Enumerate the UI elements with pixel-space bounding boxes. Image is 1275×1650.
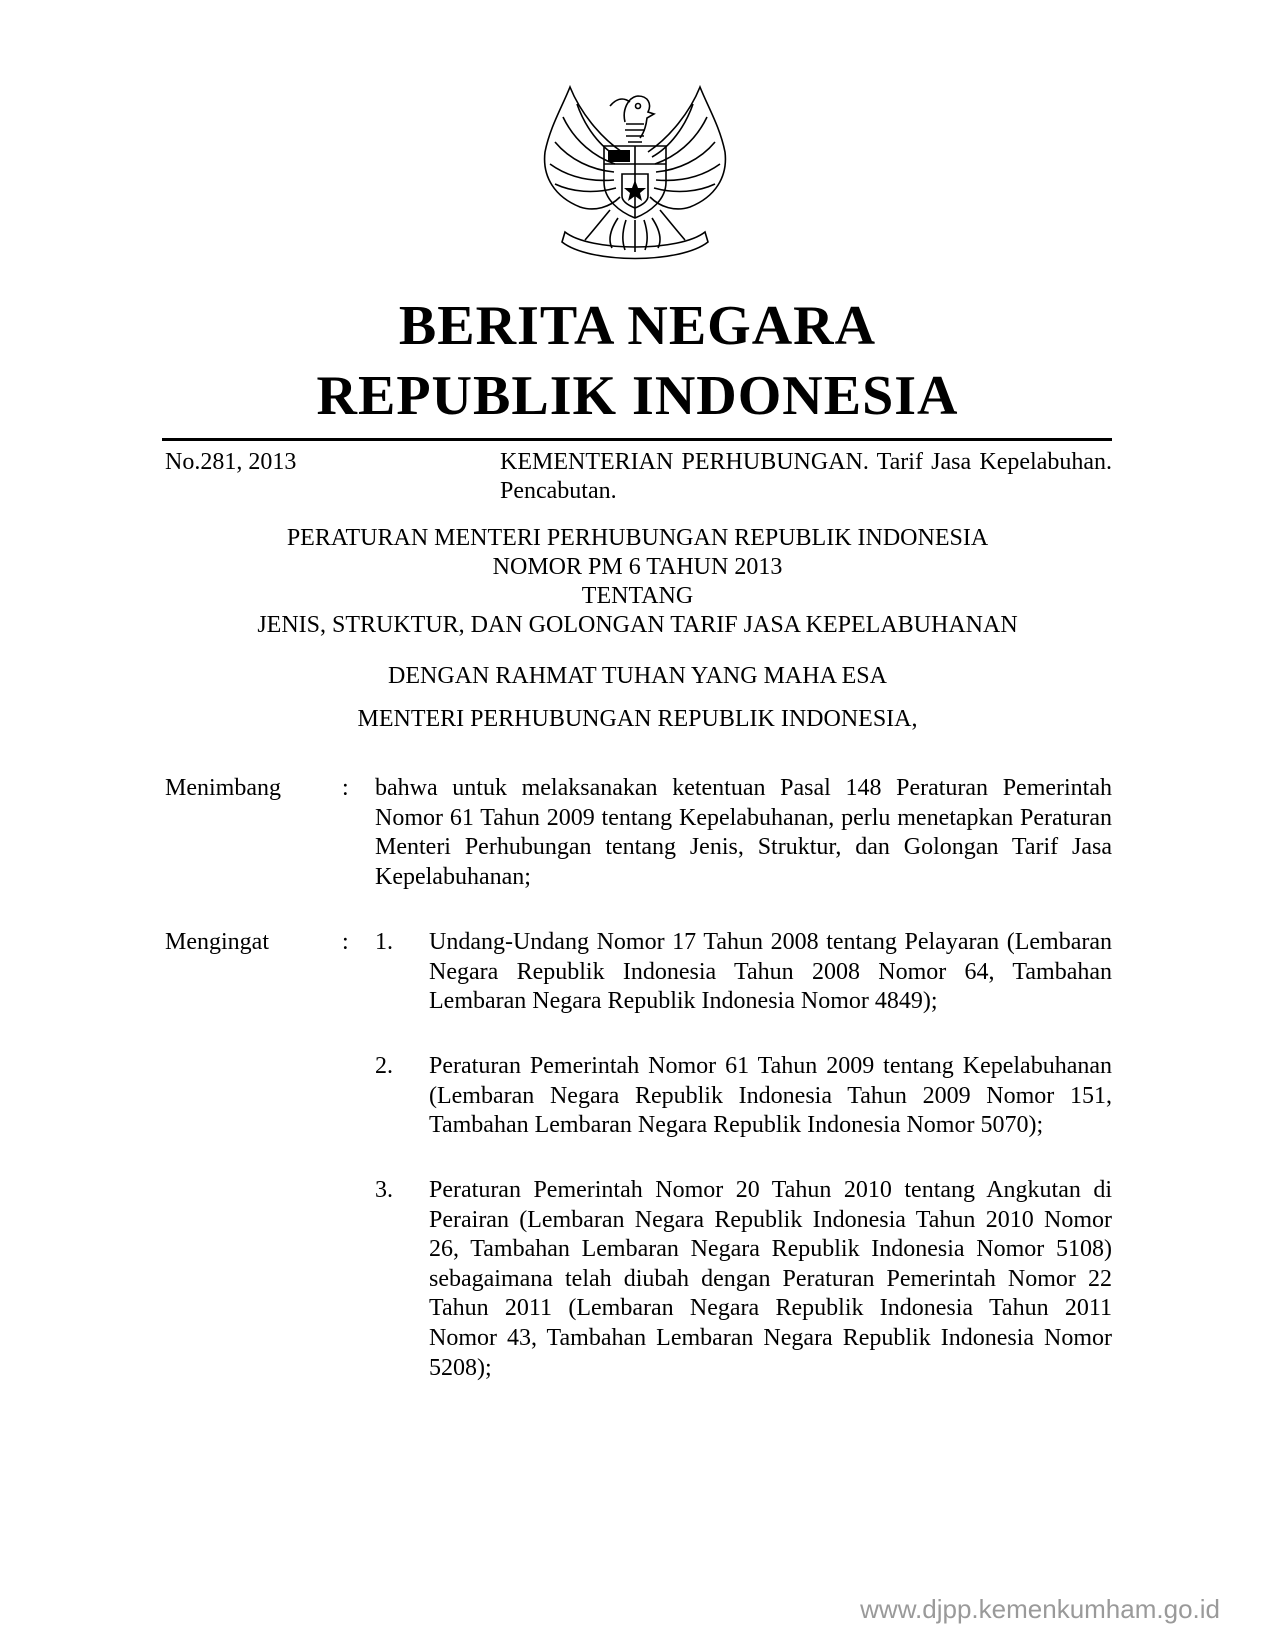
masthead-subtitle: REPUBLIK INDONESIA	[316, 365, 959, 427]
masthead-title: BERITA NEGARA	[398, 295, 877, 357]
menimbang-colon: :	[342, 775, 349, 801]
mengingat-item-text: Undang-Undang Nomor 17 Tahun 2008 tentang Pelayaran (Lembaran Negara Republik Indonesia Tahun 2008 Nomor 64, Tambahan Lembaran Negara Republik Indonesia Nomor 4849);	[429, 929, 1112, 1015]
preamble-line-1: DENGAN RAHMAT TUHAN YANG MAHA ESA	[388, 663, 887, 689]
menimbang-text: bahwa untuk melaksanakan ketentuan Pasal 148 Peraturan Pemerintah Nomor 61 Tahun 2009 tentang Kepelabuhanan, perlu menetapkan Peraturan Menteri Perhubungan tentang Jenis, Struktur, dan Golongan Tarif Jasa Kepelabuhanan;	[375, 775, 1112, 890]
gazette-subject: KEMENTERIAN PERHUBUNGAN. Tarif Jasa Kepelabuhan. Pencabutan.	[500, 449, 1112, 504]
regulation-tentang: TENTANG	[581, 583, 694, 609]
regulation-title: PERATURAN MENTERI PERHUBUNGAN REPUBLIK INDONESIA	[286, 525, 989, 551]
mengingat-item-text: Peraturan Pemerintah Nomor 20 Tahun 2010 tentang Angkutan di Perairan (Lembaran Negara Republik Indonesia Tahun 2010 Nomor 26, Tambahan Lembaran Negara Republik Indonesia Nomor 5108) sebagaimana telah diubah dengan Peraturan Pemerintah Nomor 22 Tahun 2011 (Lembaran Negara Republik Indonesia Tahun 2011 Nomor 43, Tambahan Lembaran Negara Republik Indonesia Nomor 5208);	[429, 1177, 1112, 1381]
regulation-number: NOMOR PM 6 TAHUN 2013	[492, 554, 783, 580]
garuda-emblem-icon	[530, 82, 740, 272]
mengingat-item-number: 2.	[375, 1053, 393, 1079]
mengingat-item-text: Peraturan Pemerintah Nomor 61 Tahun 2009 tentang Kepelabuhanan (Lembaran Negara Republik Indonesia Tahun 2009 Nomor 151, Tambahan Lembaran Negara Republik Indonesia Nomor 5070);	[429, 1053, 1112, 1139]
menimbang-label: Menimbang	[165, 775, 281, 801]
mengingat-label: Mengingat	[165, 929, 269, 955]
regulation-subject: JENIS, STRUKTUR, DAN GOLONGAN TARIF JASA KEPELABUHANAN	[257, 612, 1018, 638]
source-watermark: www.djpp.kemenkumham.go.id	[860, 1594, 1220, 1624]
mengingat-item-number: 1.	[375, 929, 393, 955]
gazette-number: No.281, 2013	[165, 449, 297, 475]
mengingat-colon: :	[342, 929, 349, 955]
header-divider	[162, 438, 1112, 441]
mengingat-item-number: 3.	[375, 1177, 393, 1203]
preamble-line-2: MENTERI PERHUBUNGAN REPUBLIK INDONESIA,	[357, 706, 918, 732]
